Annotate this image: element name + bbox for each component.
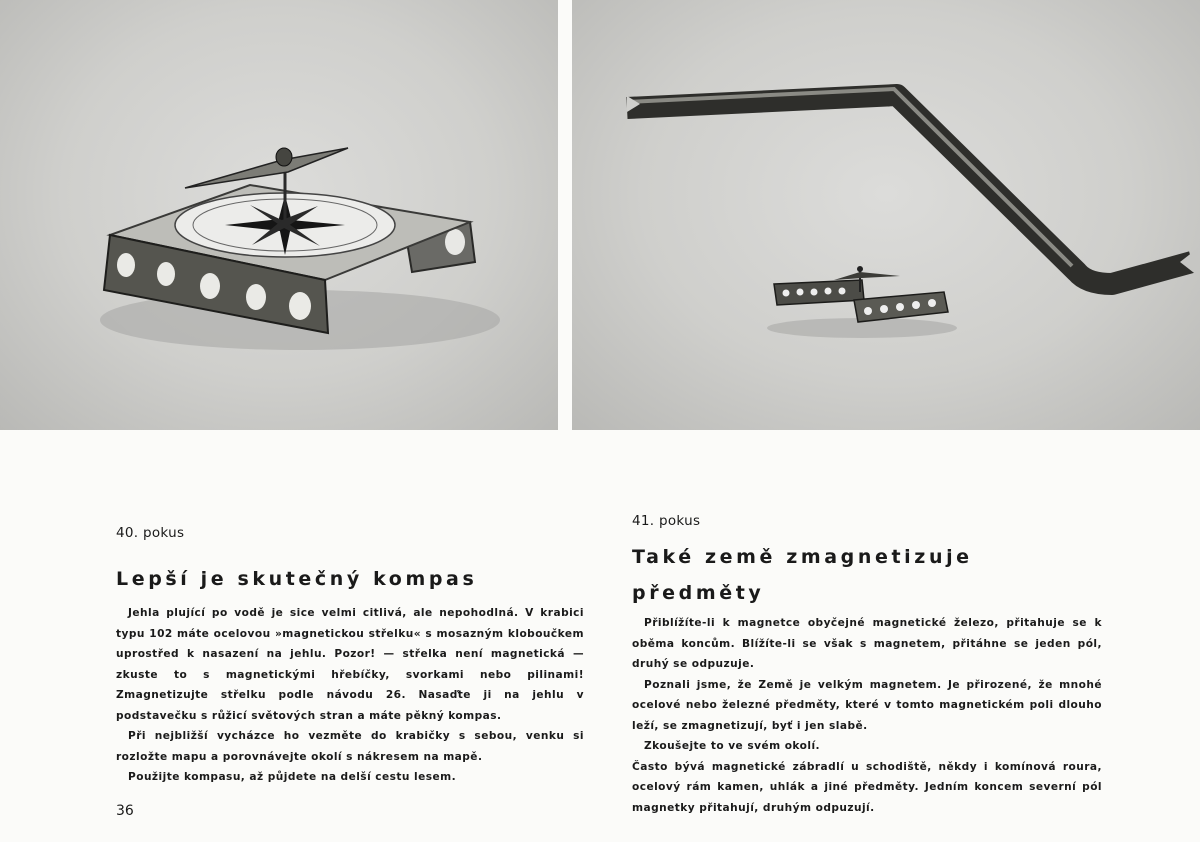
experiment-label: 40. pokus [116,525,185,541]
page-number: 36 [116,803,134,819]
paragraph: Často bývá magnetické zábradlí u schodiště, někdy i komínová roura, ocelový rám kamen, uhlák a jiné předměty. Jedním koncem severní pól magnetky přitahují, druhým odpuzují. [632,760,1102,814]
body-text [116,603,584,788]
section-heading [632,539,1102,611]
compass-photo [0,0,558,430]
left-text-column [116,525,584,788]
heading-line-1: Také země zmagnetizuje [632,546,973,568]
compass-illustration [0,0,558,430]
paragraph: Použijte kompasu, až půjdete na delší cestu lesem. [128,771,457,783]
body-text [632,613,1102,818]
right-text-column [632,513,1102,818]
paragraph: Jehla plující po vodě je sice velmi citlivá, ale nepohodlná. V krabici typu 102 máte ocelovou »magnetickou střelku« s mosazným kloboučkem uprostřed k nasazení na jehlu. Pozor! — střelka není magnetická — zkuste to s magnetickými hřebíčky, svorkami nebo pilinami! Zmagnetizujte střelku podle návodu 26. Nasaďte ji na jehlu v podstavečku s růžicí světových stran a máte pěkný kompas. [116,607,584,722]
paragraph: Při nejbližší vycházce ho vezměte do krabičky s sebou, venku si rozložte mapu a porovnávejte okolí s nákresem na mapě. [116,730,584,763]
paragraph: Přiblížíte-li k magnetce obyčejné magnetické železo, přitahuje se k oběma koncům. Blížíte-li se však s magnetem, přitáhne se jeden pól, druhý se odpuzuje. [632,617,1102,670]
iron-bar-photo [572,0,1200,430]
section-heading: Lepší je skutečný kompas [116,568,478,590]
iron-bar-illustration [572,0,1200,430]
heading-line-2: předměty [632,582,765,604]
experiment-label: 41. pokus [632,513,701,529]
paragraph: Poznali jsme, že Země je velkým magnetem. Je přirozené, že mnohé ocelové nebo železné předměty, které v tomto magnetickém poli dlouho leží, se zmagnetizují, byť i jen slabě. [632,678,1102,732]
paragraph: Zkoušejte to ve svém okolí. [644,740,821,752]
